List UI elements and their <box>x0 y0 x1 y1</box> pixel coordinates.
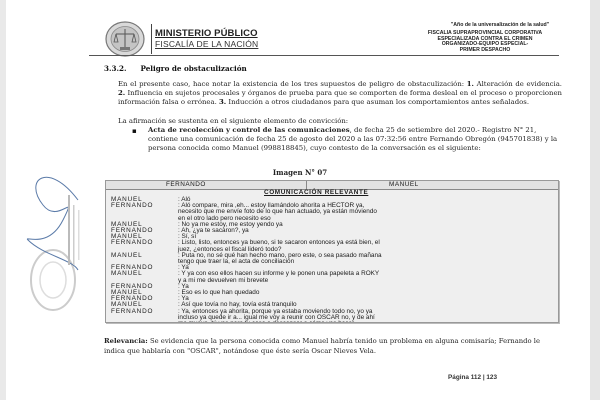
section-heading <box>104 64 247 73</box>
transcript-text: : Ya, entonces ya ahorita, porque ya estaba moviendo todo no, yo ya <box>178 307 373 315</box>
transcript-text: : Sí, sí <box>178 233 197 241</box>
paragraph-text: Inducción a otros ciudadanos para que asuman los comportamientos antes señalados. <box>226 98 530 107</box>
paragraph-conviccion: La afirmación se sustenta en el siguiente elemento de convicción: <box>118 117 349 125</box>
transcript-text: necesito que me envíe foto de lo que han actuado, ya están moviendo <box>178 208 377 216</box>
item-number: 2. <box>118 89 126 98</box>
section-number: 3.3.2. <box>104 64 127 73</box>
transcript-speaker: FERNANDO <box>111 202 154 210</box>
transcript-speaker: MANUEL <box>111 233 143 241</box>
transcript-text: : Aló <box>178 196 191 203</box>
transcript-speaker: FERNANDO <box>111 227 154 235</box>
transcript-text: en el otro lado pero necesito eso <box>178 214 271 222</box>
transcript-text: : Eso es lo que han quedado <box>178 289 260 297</box>
transcript-speaker: FERNANDO <box>111 282 154 290</box>
viewer-scrollbar-area[interactable] <box>590 0 600 400</box>
page-number: Página 112 | 123 <box>448 374 498 381</box>
transcript-speaker: FERNANDO <box>111 307 154 315</box>
relevancia-paragraph <box>104 337 560 356</box>
signature-stamp-icon <box>18 150 93 330</box>
paragraph-obstaculizacion <box>118 80 562 107</box>
paragraph-text: Alteración de evidencia. <box>473 80 562 88</box>
transcript-speaker: FERNANDO <box>111 239 154 247</box>
image-caption: Imagen N° 07 <box>272 168 328 177</box>
logo-divider <box>151 24 152 54</box>
ministerio-publico-seal-icon <box>102 20 148 58</box>
item-number: 3. <box>218 98 227 107</box>
transcript-text: : Y ya con eso ellos hacen su informe y le ponen una papeleta a ROKY <box>178 270 380 278</box>
institution-name: MINISTERIO PÚBLICO <box>155 28 258 39</box>
transcript-text: : Ah, ¿ya te sacaron?, ya <box>178 227 249 235</box>
paragraph-text: En el presente caso, hace notar la existencia de los tres supuestos de peligro de obstaculización: <box>118 80 467 88</box>
relevancia-text: Se evidencia que la persona conocida como Manuel habría tenido un problema en alguna comisaría; Fernando le indica que hablaría con "OSCAR", notándose que éste sería Oscar Nieves Vela. <box>104 337 540 355</box>
transcript-speaker: MANUEL <box>111 251 143 259</box>
transcript-image <box>105 180 559 323</box>
transcript-text: : Ya <box>178 264 189 272</box>
transcript-text: : Ya <box>178 295 189 303</box>
year-motto: "Año de la universalización de la salud" <box>450 22 550 28</box>
transcript-dialog <box>111 197 551 323</box>
transcript-line <box>111 321 551 323</box>
office-line: ESPECIALIZADA CONTRA EL CRIMEN <box>437 35 533 42</box>
transcript-text: : Listo, listo, entonces ya bueno, si te sacaron entonces ya está bien, el <box>178 239 380 247</box>
transcript-speaker: MANUEL <box>111 289 143 297</box>
transcript-speaker: MANUEL <box>111 220 143 228</box>
transcript-col-divider <box>306 181 307 189</box>
transcript-col-right: MANUEL <box>389 181 419 188</box>
bullet-text: , de fecha 25 de setiembre del 2020.- Registro N° 21, contiene una comunicación de fecha 25 de agosto del 2020 a las 07:32:56 entre Fernando Obregón (945701838) y la persona conocida como Manuel (998818845), cuyo contesto de la conversación es el siguiente: <box>148 126 558 153</box>
office-line: FISCALIA SUPRAPROVINCIAL CORPORATIVA <box>427 30 543 36</box>
transcript-text <box>178 321 354 323</box>
transcript-text: : Ya <box>178 282 189 290</box>
transcript-text: y a mi me devuelven mi brevete <box>178 276 269 284</box>
transcript-speaker: FERNANDO <box>111 295 154 303</box>
bullet-acta <box>148 126 562 153</box>
item-number: 1. <box>466 80 474 88</box>
office-name <box>400 31 570 53</box>
relevancia-label: Relevancia: <box>104 337 148 345</box>
transcript-text: incluso ya quede ir a... igual me voy a reunir con OSCAR no, y de ahí <box>178 313 375 321</box>
transcript-subtitle: COMUNICACIÓN RELEVANTE <box>264 189 369 196</box>
transcript-col-left: FERNANDO <box>166 181 206 188</box>
bullet-marker: ▪ <box>132 127 137 135</box>
transcript-text: : Así que tovía no hay, tovía está tranquilo <box>178 301 297 309</box>
sub-institution-name: FISCALÍA DE LA NACIÓN <box>155 39 259 49</box>
transcript-text: : Puta no, no sé qué han hecho mano, pero este, o sea pasado mañana <box>178 251 382 259</box>
header-rule <box>89 55 559 56</box>
bullet-bold: Acta de recolección y control de las comunicaciones <box>148 126 350 134</box>
transcript-speaker: MANUEL <box>111 301 143 309</box>
transcript-speaker: MANUEL <box>111 270 143 278</box>
transcript-speaker: FERNANDO <box>111 264 154 272</box>
paragraph-text: Influencia en sujetos procesales y órganos de prueba para que se comporten de forma desleal en el proceso o proporcionen información falsa o errónea. <box>118 89 562 107</box>
transcript-text: : Aló compare, mira ,eh... estoy llamándolo ahorita a HECTOR ya, <box>178 202 365 210</box>
office-line: PRIMER DESPACHO <box>459 46 511 53</box>
transcript-text: tengo que traer la, el acta de conciliación <box>178 258 295 266</box>
transcript-text: : No ya me estoy, me estoy yendo ya <box>178 220 283 228</box>
transcript-speaker: MANUEL <box>111 196 143 203</box>
office-line: ORGANIZADO-EQUIPO ESPECIAL- <box>441 41 529 48</box>
transcript-text: juez, ¿entonces el fiscal lideró todo? <box>178 245 282 253</box>
section-title: Peligro de obstaculización <box>140 64 247 73</box>
